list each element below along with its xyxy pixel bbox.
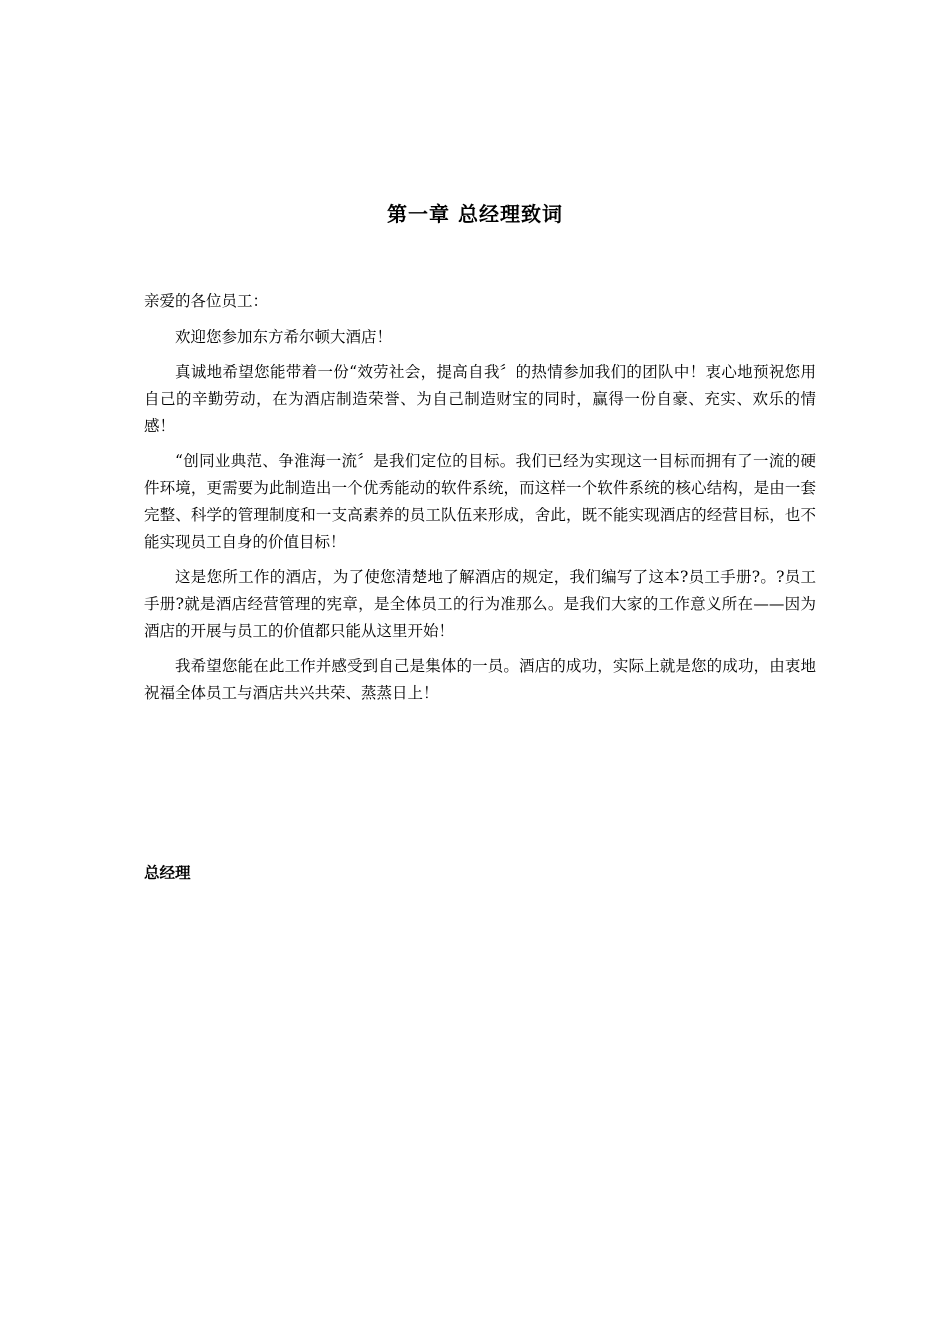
letter-body <box>144 288 816 715</box>
paragraph-handbook: 这是您所工作的酒店，为了使您清楚地了解酒店的规定，我们编写了这本?员工手册?。?员工手册?就是酒店经营管理的宪章，是全体员工的行为准那么。是我们大家的工作意义所在——因为酒店的开展与员工的价值都只能从这里开始！ <box>144 568 816 640</box>
signature: 总经理 <box>144 864 191 882</box>
chapter-title: 第一章 总经理致词 <box>387 202 563 226</box>
paragraph-closing: 我希望您能在此工作并感受到自己是集体的一员。酒店的成功，实际上就是您的成功，由衷地祝福全体员工与酒店共兴共荣、蒸蒸日上！ <box>144 657 816 702</box>
salutation: 亲爱的各位员工： <box>144 292 269 310</box>
paragraph-welcome: 欢迎您参加东方希尔顿大酒店！ <box>175 328 393 346</box>
paragraph-goal: “创同业典范、争淮海一流〞是我们定位的目标。我们已经为实现这一目标而拥有了一流的硬件环境，更需要为此制造出一个优秀能动的软件系统，而这样一个软件系统的核心结构，是由一套完整、科学的管理制度和一支高素养的员工队伍来形成，舍此，既不能实现酒店的经营目标，也不能实现员工自身的价值目标！ <box>144 452 816 551</box>
paragraph-hope: 真诚地希望您能带着一份“效劳社会，提高自我〞的热情参加我们的团队中！衷心地预祝您用自己的辛勤劳动，在为酒店制造荣誉、为自己制造财宝的同时，赢得一份自豪、充实、欢乐的情感！ <box>144 363 816 435</box>
